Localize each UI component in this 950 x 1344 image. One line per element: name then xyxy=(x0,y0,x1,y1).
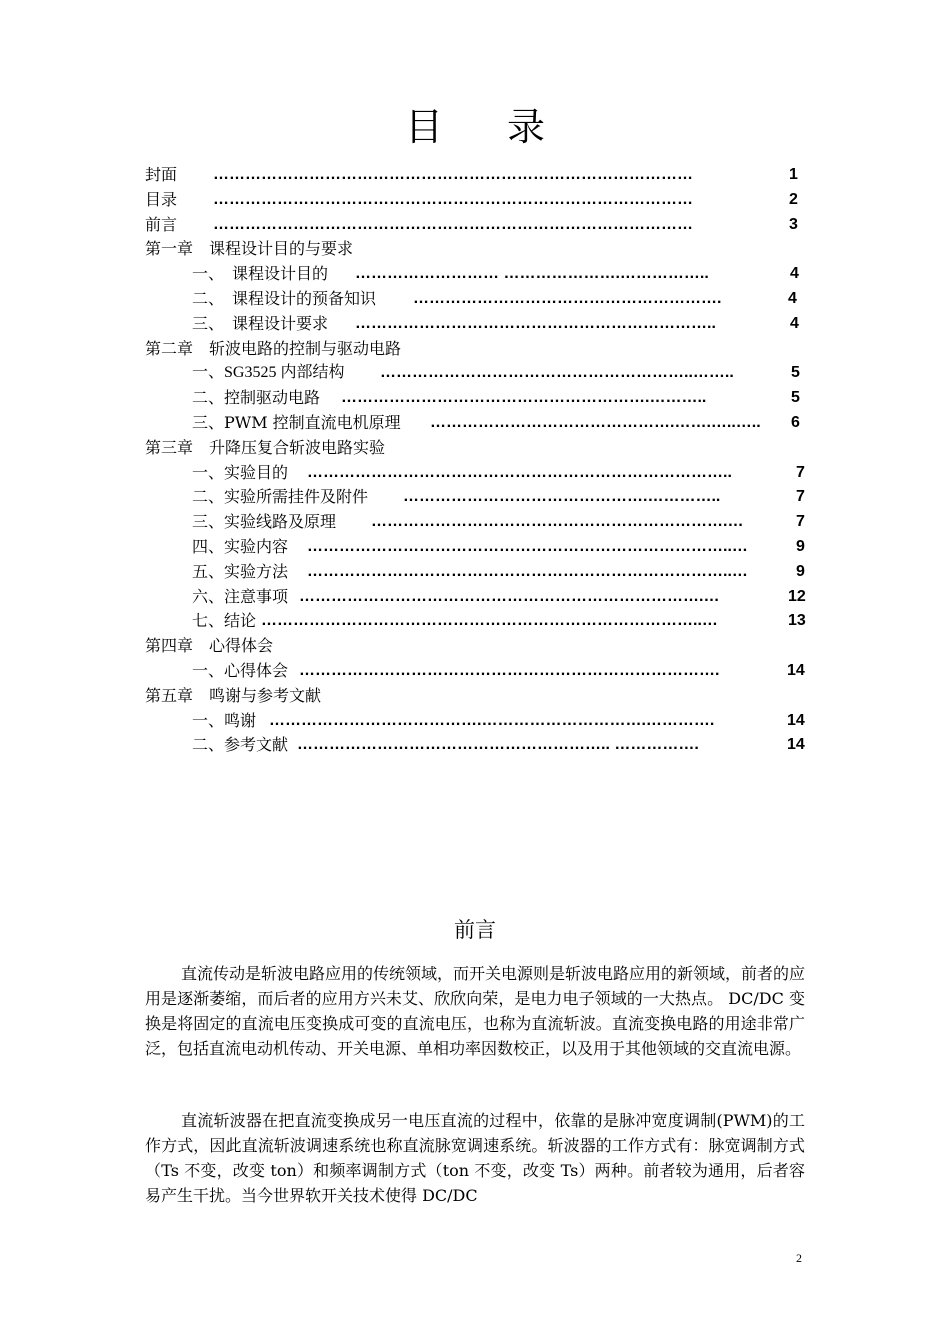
toc-entry-page: 2 xyxy=(789,190,798,208)
toc-entry-page: 7 xyxy=(796,488,805,506)
toc-chapter-2[interactable] xyxy=(145,337,805,362)
toc-entry-3-7[interactable] xyxy=(145,609,805,634)
toc-entry-preface[interactable] xyxy=(145,213,805,238)
toc-entry-label: 二、参考文献 xyxy=(192,735,289,755)
toc-entry-3-6[interactable] xyxy=(145,585,805,610)
toc-entry-label: 目录 xyxy=(145,189,178,209)
toc-entry-label: 一、实验目的 xyxy=(192,462,289,482)
toc-entry-page: 5 xyxy=(791,389,800,407)
toc-entry-leader: ……………………… ………………….…………….. xyxy=(355,265,709,283)
toc-entry-leader: ……………………………………….………….. xyxy=(403,488,721,506)
toc-entry-page: 12 xyxy=(788,587,806,605)
page-number: 2 xyxy=(796,1251,802,1265)
toc-entry-label: 一、SG3525 内部结构 xyxy=(192,364,345,382)
toc-entry-4-1[interactable] xyxy=(145,659,805,684)
toc-entry-3-4[interactable] xyxy=(145,535,805,560)
toc-entry-label: 三、实验线路及原理 xyxy=(192,512,337,532)
toc-entry-label: 二、控制驱动电路 xyxy=(192,388,321,408)
toc-entry-leader: ……………………………………………………………………..… xyxy=(307,562,748,580)
toc-entry-label: 七、结论 xyxy=(192,611,257,631)
toc-entry-3-5[interactable] xyxy=(145,560,805,585)
toc-chapter-label: 第二章 斩波电路的控制与驱动电路 xyxy=(145,338,402,358)
toc-entry-leader: ………………………………….………………………….…………. xyxy=(269,711,715,729)
toc-chapter-1[interactable] xyxy=(145,237,805,262)
toc-entry-page: 4 xyxy=(790,265,799,283)
toc-entry-page: 14 xyxy=(787,736,805,754)
toc-chapter-4[interactable] xyxy=(145,634,805,659)
toc-entry-leader: ……………………………………………………………………………… xyxy=(213,166,693,183)
toc-entry-page: 1 xyxy=(789,166,798,183)
toc-entry-3-2[interactable] xyxy=(145,485,805,510)
toc-entry-page: 9 xyxy=(796,537,805,555)
toc-entry-5-2[interactable] xyxy=(145,733,805,758)
toc-entry-page: 4 xyxy=(790,314,799,332)
toc-entry-leader: ……………………………………………………………………………… xyxy=(213,215,693,233)
preface-paragraph: 直流传动是斩波电路应用的传统领域，而开关电源则是斩波电路应用的新领域，前者的应用是逐渐萎缩，而后者的应用方兴未艾、欣欣向荣，是电力电子领域的一大热点。 DC/DC 变换是将固定的直流电压变换成可变的直流电压，也称为直流斩波。直流变换电路的用途非常广泛，包括直流电动机传动、开关电源、单相功率因数校正，以及用于其他领域的交直流电源。 xyxy=(145,964,806,1058)
toc-entry-5-1[interactable] xyxy=(145,709,805,734)
toc-entry-label: 二、 课程设计的预备知识 xyxy=(192,288,377,308)
toc-entry-leader: ………………………………………………….. ……………. xyxy=(297,736,699,754)
toc-entry-leader: ………………………………………………………………….… xyxy=(299,587,720,605)
toc-entry-page: 7 xyxy=(796,513,805,531)
toc-entry-leader: ………………………………………………………………………..… xyxy=(261,612,718,630)
toc-entry-leader: …………………………………………………………………….. xyxy=(307,463,732,481)
toc-entry-page: 7 xyxy=(796,463,805,481)
toc-entry-leader: ………………………………………………………….. xyxy=(355,314,716,332)
preface-title: 前言 xyxy=(454,918,496,942)
toc-entry-2-2[interactable] xyxy=(145,386,805,411)
toc-entry-page: 14 xyxy=(787,661,805,679)
toc-entry-page: 5 xyxy=(791,364,800,382)
toc-chapter-5[interactable] xyxy=(145,684,805,709)
toc-entry-1-2[interactable] xyxy=(145,287,805,312)
toc-entry-leader: ………………………………………………………….… xyxy=(371,513,744,531)
toc-entry-1-1[interactable] xyxy=(145,262,805,287)
toc-entry-1-3[interactable] xyxy=(145,312,805,337)
toc-entry-leader: ……………………………………………………………………. xyxy=(299,661,720,679)
toc-entry-page: 13 xyxy=(788,612,806,630)
toc-chapter-label: 第一章 课程设计目的与要求 xyxy=(145,239,354,259)
toc-entry-label: 封面 xyxy=(145,165,178,184)
toc-entry-label: 三、PWM 控制直流电机原理 xyxy=(192,412,401,432)
toc-chapter-label: 第五章 鸣谢与参考文献 xyxy=(145,685,322,705)
toc-entry-leader: ……………………………………………………………………………… xyxy=(213,190,693,208)
toc-entry-label: 一、鸣谢 xyxy=(192,710,257,730)
toc-entry-cover[interactable] xyxy=(145,163,805,188)
toc-entry-leader: ……………………………………………………………………..… xyxy=(307,537,748,555)
toc-entry-label: 五、实验方法 xyxy=(192,561,289,581)
toc-entry-leader: ………………………………………………….……….. xyxy=(341,389,707,407)
preface-paragraph: 直流斩波器在把直流变换成另一电压直流的过程中，依靠的是脉冲宽度调制(PWM)的工作方式，因此直流斩波调速系统也称直流脉宽调速系统。斩波器的工作方式有：脉宽调制方式（Ts 不变，改变 ton）和频率调制方式（ton 不变，改变 Ts）两种。前者较为通用，后者容易产生干扰。当今世界软开关技术使得 DC/DC xyxy=(145,1111,805,1205)
toc-entry-2-3[interactable] xyxy=(145,411,805,436)
toc-entry-page: 3 xyxy=(789,215,798,233)
toc-entry-label: 二、实验所需挂件及附件 xyxy=(192,487,369,507)
toc-entry-3-1[interactable] xyxy=(145,461,805,486)
toc-entry-leader: ……………………………………….…….…..….. xyxy=(430,413,761,431)
toc-entry-2-1[interactable] xyxy=(145,361,805,386)
toc-entry-label: 六、注意事项 xyxy=(192,586,289,606)
toc-chapter-3[interactable] xyxy=(145,436,805,461)
toc-chapter-label: 第三章 升降压复合斩波电路实验 xyxy=(145,437,386,457)
toc-entry-page: 6 xyxy=(791,413,800,431)
toc-entry-page: 14 xyxy=(787,711,805,729)
toc-entry-label: 一、 课程设计目的 xyxy=(192,264,329,284)
toc-entry-label: 前言 xyxy=(145,214,178,234)
table-of-contents xyxy=(145,163,805,758)
toc-entry-leader: …………………………………………………. xyxy=(413,289,722,307)
toc-entry-3-3[interactable] xyxy=(145,510,805,535)
toc-entry-label: 三、 课程设计要求 xyxy=(192,313,329,333)
toc-entry-label: 一、心得体会 xyxy=(192,660,289,680)
toc-entry-label: 四、实验内容 xyxy=(192,536,289,556)
toc-title: 目 录 xyxy=(404,105,572,149)
toc-entry-page: 4 xyxy=(788,289,797,307)
toc-entry-page: 9 xyxy=(796,562,805,580)
toc-entry-leader: …………………………………………………..…….. xyxy=(380,364,734,382)
toc-entry-contents[interactable] xyxy=(145,188,805,213)
toc-chapter-label: 第四章 心得体会 xyxy=(145,636,274,656)
